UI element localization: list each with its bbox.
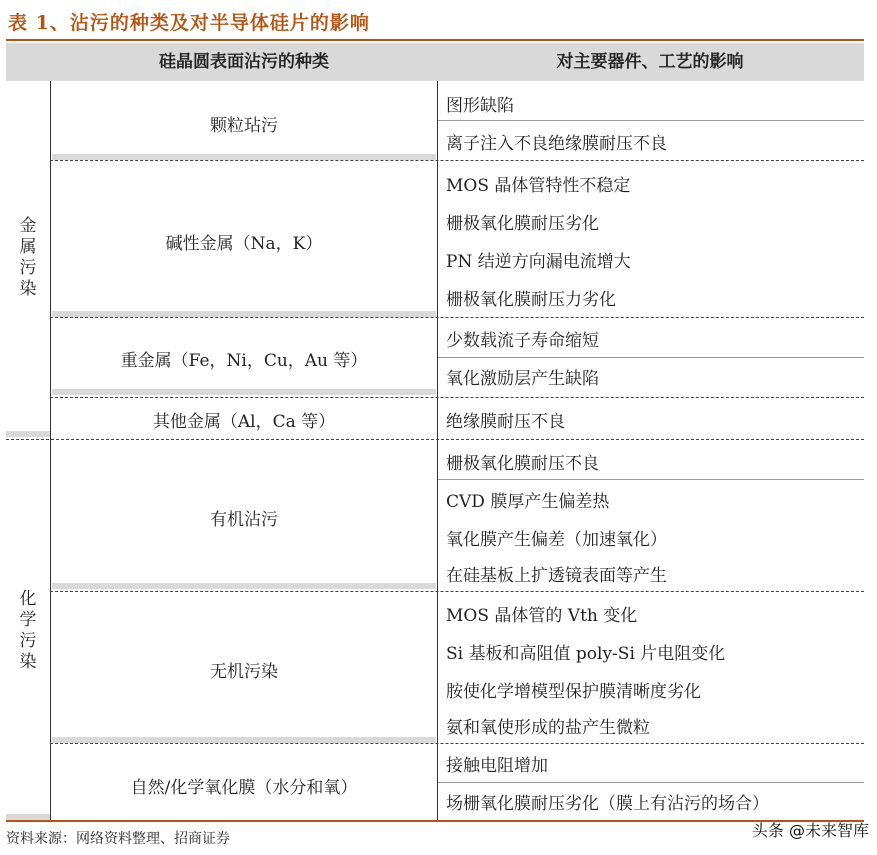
row-heavy-metal [52,318,436,395]
row-name: 有机沾污 [210,510,278,530]
category-metal-text: 金 属 污 染 [19,216,37,299]
row-oxide-film [52,745,436,820]
effect-text: 栅极氧化膜耐压力劣化 [446,290,616,310]
watermark: 头条 @未来智库 [751,821,869,840]
effects-other-metal [438,398,864,437]
category-shade [6,431,50,437]
row-name: 无机污染 [210,662,278,682]
category-metal-label [6,216,50,300]
effect-text: 少数载流子寿命缩短 [446,331,599,351]
table-title: 表 1、沾污的种类及对半导体硅片的影响 [8,12,370,34]
category-separator [6,439,864,440]
effect-text: 在硅基板上扩透镜表面等产生 [446,566,667,586]
effect-text: Si 基板和高阻值 poly-Si 片电阻变化 [446,644,726,664]
category-metal [6,81,50,437]
bottom-rule [6,820,864,822]
effect-text: 栅极氧化膜耐压劣化 [446,214,599,234]
effect-divider [438,120,864,121]
effect-text: 图形缺陷 [446,96,514,116]
row-name: 重金属（Fe，Ni，Cu，Au 等） [120,351,368,371]
header-contamination-type: 硅晶圆表面沾污的种类 [159,52,329,72]
table-header [6,43,864,81]
effects-inorganic [438,593,864,743]
row-divider [50,743,864,744]
row-other-metal [52,398,436,437]
effect-text: 氧化激励层产生缺陷 [446,369,599,389]
row-divider [50,591,864,592]
effect-text: MOS 晶体管的 Vth 变化 [446,606,638,626]
effect-text: 绝缘膜耐压不良 [446,412,565,432]
title-rule [6,39,864,41]
effect-text: PN 结逆方向漏电流增大 [446,252,631,272]
source-note: 资料来源：网络资料整理、招商证券 [6,831,230,847]
category-divider [50,81,51,820]
row-shade [52,389,436,395]
contamination-table [6,81,864,820]
row-alkali-metal [52,161,436,317]
effect-text: 栅极氧化膜耐压不良 [446,454,599,474]
effects-alkali-metal [438,161,864,317]
effect-divider [438,782,864,783]
effect-text: CVD 膜厚产生偏差热 [446,492,610,512]
row-shade [52,583,436,589]
category-chemical [6,439,50,820]
row-particle [52,81,436,160]
row-inorganic [52,593,436,743]
effect-divider [438,357,864,358]
effect-text: 场栅氧化膜耐压劣化（膜上有沾污的场合） [446,794,769,814]
effect-text: MOS 晶体管特性不稳定 [446,176,631,196]
row-name: 其他金属（Al，Ca 等） [152,412,336,432]
row-name: 碱性金属（Na，K） [165,234,323,254]
effect-text: 氧化膜产生偏差（加速氧化） [446,530,667,550]
effect-text: 氨和氧使形成的盐产生微粒 [446,718,650,738]
effect-divider [438,479,864,480]
effects-organic [438,441,864,589]
effect-text: 接触电阻增加 [446,756,548,776]
header-impact: 对主要器件、工艺的影响 [556,52,744,72]
category-chemical-label [6,589,50,673]
category-chemical-text: 化 学 污 染 [19,589,37,672]
effect-text: 胺使化学增模型保护膜清晰度劣化 [446,682,701,702]
row-name: 颗粒玷污 [210,116,278,136]
row-name: 自然/化学氧化膜（水分和氧） [130,778,358,798]
effect-text: 离子注入不良绝缘膜耐压不良 [446,134,667,154]
row-organic [52,441,436,589]
